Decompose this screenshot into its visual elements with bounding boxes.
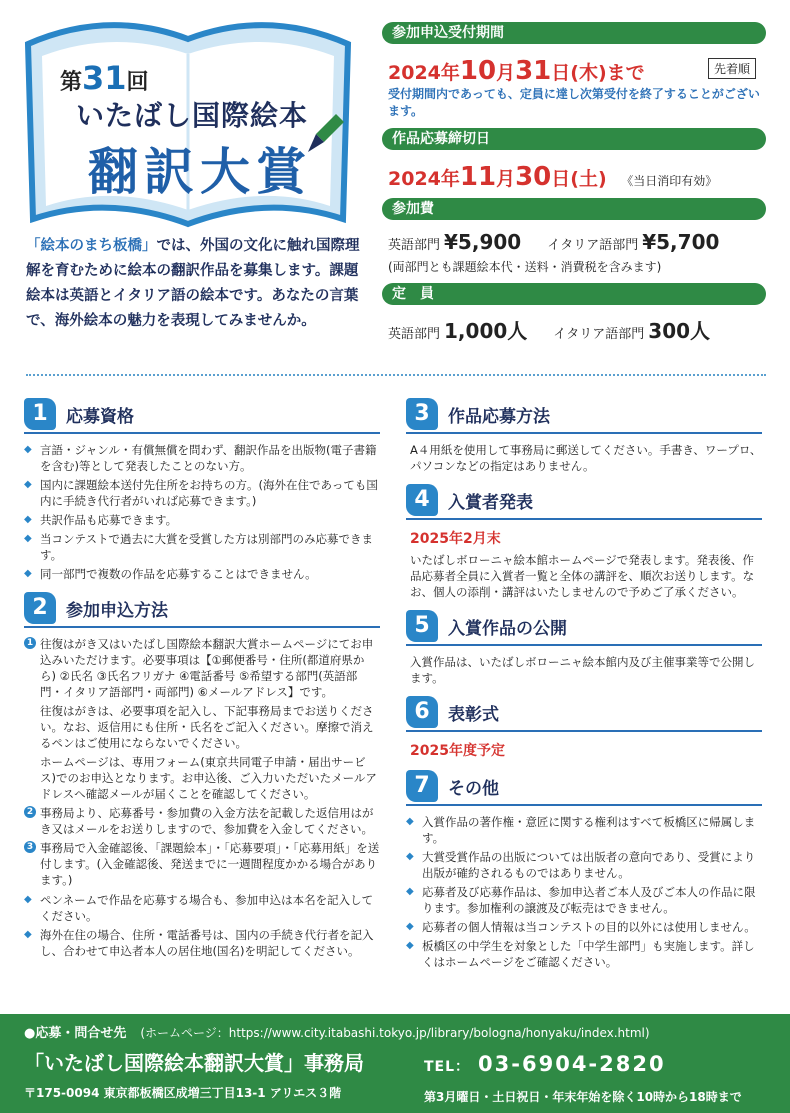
section-title: 入賞者発表 — [448, 492, 533, 513]
section-other — [406, 770, 762, 970]
step-1: 1 往復はがき又はいたばし国際絵本翻訳大賞ホームページにてお申込みいただけます。必要事項は【①郵便番号・住所(都道府県から) ②氏名 ③氏名フリガナ ④電話番号 ⑤希望する部門(英語部門・イタリア語部門・両部門) ⑥メールアドレス】です。 往復はがきは、必要事項を記入し、下記事務局までお送りください。なお、返信用にも住所・氏名をご記入ください。摩擦で消えるペンはご使用にならないでください。 ホームページは、専用フォーム(東京共同電子申請・届出サービス)でのお申込となります。お申込後、ご入力いただいたメールアドレスへ確認メールが届くことを確認してください。 — [24, 636, 380, 802]
section-ceremony — [406, 696, 762, 760]
list-item: ◆ 同一部門で複数の作品を応募することはできません。 — [24, 566, 380, 582]
step-3: 3 事務局で入金確認後、「課題絵本」・「応募要項」・「応募用紙」を送付します。(入金確認後、発送までに一週間程度かかる場合があります。) — [24, 840, 380, 888]
office-name: 「いたばし国際絵本翻訳大賞」事務局 — [24, 1051, 364, 1075]
section-eligibility — [24, 398, 380, 582]
step-2: 2 事務局より、応募番号・参加費の入金方法を記載した返信用はがき又はメールをお送りしますので、参加費を入金してください。 — [24, 805, 380, 837]
period-note: 受付期間内であっても、定員に達し次第受付を終了することがございます。 — [388, 87, 760, 118]
info-panel — [382, 22, 766, 344]
first-come-badge: 先着順 — [708, 58, 756, 79]
list-item: ◆ 板橋区の中学生を対象とした「中学生部門」も実施します。詳しくはホームページをご確認ください。 — [406, 938, 762, 970]
deadline-label: 作品応募締切日 — [382, 128, 766, 150]
section-title: 作品応募方法 — [448, 406, 550, 427]
section-number: 1 — [24, 398, 56, 430]
list-item: ◆ 入賞作品の著作権・意匠に関する権利はすべて板橋区に帰属します。 — [406, 814, 762, 846]
list-item: ◆ 国内に課題絵本送付先住所をお持ちの方。(海外在住であっても国内に手続き代行者がいれば応募できます。) — [24, 477, 380, 509]
capacity-values: 英語部門 1,000人 イタリア語部門 300人 — [388, 319, 711, 343]
right-column — [406, 398, 762, 980]
list-item: ◆ 当コンテストで過去に大賞を受賞した方は別部門のみ応募できます。 — [24, 531, 380, 563]
list-item: ◆ 大賞受賞作品の出版については出版者の意向であり、受賞により出版が確約されるものではありません。 — [406, 849, 762, 881]
homepage-link[interactable]: (ホームページ：https://www.city.itabashi.tokyo.jp/library/bologna/honyaku/index.html) — [140, 1026, 650, 1040]
deadline-date: 2024年11月30日(土) 《当日消印有効》 — [388, 162, 718, 192]
fee-label: 参加費 — [382, 198, 766, 220]
intro-text: 「絵本のまち板橋」では、外国の文化に触れ国際理解を育むために絵本の翻訳作品を募集します。課題絵本は英語とイタリア語の絵本です。あなたの言葉で、海外絵本の魅力を表現してみませんか。 — [26, 238, 360, 329]
section-title: 参加申込方法 — [66, 600, 168, 621]
section-title: 応募資格 — [66, 406, 134, 427]
section-text: いたばしボローニャ絵本館ホームページで発表します。発表後、作品応募者全員に入賞者一覧と全体の講評を、順次お送りします。なお、個人の添削・講評はいたしませんので予めご了承ください。 — [410, 553, 755, 599]
contact-heading: ●応募・問合せ先 — [24, 1026, 127, 1041]
section-number: 6 — [406, 696, 438, 728]
section-number: 2 — [24, 592, 56, 624]
list-item: ◆ 応募者の個人情報は当コンテストの目的以外には使用しません。 — [406, 919, 762, 935]
section-title: 表彰式 — [448, 704, 499, 725]
list-item: ◆ ペンネームで作品を応募する場合も、参加申込は本名を記入してください。 — [24, 892, 380, 924]
divider — [26, 374, 766, 376]
list-item: ◆ 応募者及び応募作品は、参加申込者ご本人及びご本人の作品に限ります。参加権利の譲渡及び転売はできません。 — [406, 884, 762, 916]
section-number: 3 — [406, 398, 438, 430]
contest-logo — [18, 14, 358, 234]
section-number: 5 — [406, 610, 438, 642]
contact-footer — [0, 1014, 790, 1113]
section-application — [24, 592, 380, 959]
capacity-label: 定 員 — [382, 283, 766, 305]
list-item: ◆ 海外在住の場合、住所・電話番号は、国内の手続き代行者を記入し、合わせて申込者本人の居住地(国名)を明記してください。 — [24, 927, 380, 959]
fee-note: (両部門とも課題絵本代・送料・消費税を含みます) — [388, 260, 662, 274]
section-text: 入賞作品は、いたばしボローニャ絵本館内及び主催事業等で公開します。 — [410, 655, 755, 685]
announce-date: 2025年2月末 — [410, 531, 501, 547]
contest-subtitle: いたばし国際絵本 — [76, 99, 309, 132]
left-column — [24, 398, 380, 969]
list-item: ◆ 共訳作品も応募できます。 — [24, 512, 380, 528]
section-winners — [406, 484, 762, 600]
section-submission — [406, 398, 762, 474]
office-address: 〒175-0094 東京都板橋区成増三丁目13-1 アリエス３階 — [24, 1086, 342, 1100]
edition-number: 第31回 — [60, 59, 149, 97]
fee-values: 英語部門 ¥5,900 イタリア語部門 ¥5,700 — [388, 230, 720, 254]
period-date: 2024年10月31日(木)まで 先着順 — [388, 56, 766, 80]
phone-number: TEL： 03-6904-2820 — [424, 1052, 666, 1076]
section-text: A４用紙を使用して事務局に郵送してください。手書き、ワープロ、パソコンなどの指定はありません。 — [410, 443, 762, 473]
ceremony-date: 2025年度予定 — [410, 743, 505, 759]
contest-title: 翻訳大賞 — [88, 143, 312, 201]
list-item: ◆ 言語・ジャンル・有償無償を問わず、翻訳作品を出版物(電子書籍を含む)等として発表したことのない方。 — [24, 442, 380, 474]
period-label: 参加申込受付期間 — [382, 22, 766, 44]
office-hours: 第3月曜日・土日祝日・年末年始を除く10時から18時まで — [424, 1090, 742, 1104]
section-number: 7 — [406, 770, 438, 802]
section-title: 入賞作品の公開 — [448, 618, 567, 639]
section-number: 4 — [406, 484, 438, 516]
section-publication — [406, 610, 762, 686]
section-title: その他 — [448, 778, 499, 799]
